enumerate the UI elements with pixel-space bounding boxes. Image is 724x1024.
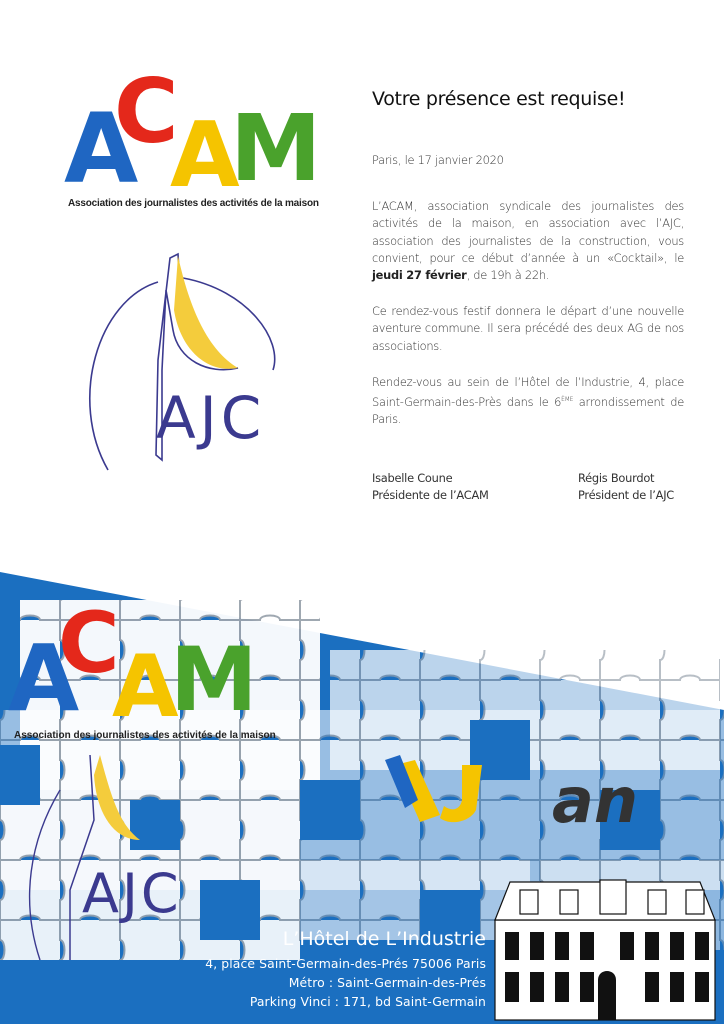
acam-tagline: Association des journalistes des activités de la maison xyxy=(68,198,319,209)
signature-left-role: Présidente de l’ACAM xyxy=(372,488,489,502)
hotel-parking: Parking Vinci : 171, bd Saint-Germain xyxy=(249,994,486,1009)
letter-paragraph-3-end: arrondissement de Paris. xyxy=(372,394,684,427)
arrondissement-suffix: ÈME xyxy=(561,396,574,404)
letter-paragraph-1 xyxy=(372,198,684,284)
event-date-bold: jeudi 27 février xyxy=(372,268,467,283)
acam-letter-c: C xyxy=(114,70,179,163)
letter-paragraph-1-end: , de 19h à 22h. xyxy=(466,268,550,283)
acam-letter-a2: A xyxy=(170,103,240,200)
hotel-name: L’Hôtel de L’Industrie xyxy=(282,928,486,950)
puzzle-ajc-letters: AJC xyxy=(82,862,182,925)
hotel-building-illustration xyxy=(495,880,715,1020)
svg-text:A: A xyxy=(8,625,80,732)
puzzle-acam-tagline: Association des journalistes des activités de la maison xyxy=(14,730,276,741)
signature-right-role: Président de l’AJC xyxy=(578,488,675,502)
acam-logo xyxy=(62,70,342,220)
puzzle-partial-brand: an xyxy=(552,764,638,837)
letter-title: Votre présence est requise! xyxy=(372,88,626,110)
signature-left-name: Isabelle Coune xyxy=(372,471,453,485)
svg-text:C: C xyxy=(58,594,120,692)
signature-right xyxy=(578,470,674,504)
acam-letter-m: M xyxy=(230,95,322,200)
acam-letter-a1: A xyxy=(64,93,139,200)
ajc-logo xyxy=(78,250,318,480)
hotel-info xyxy=(205,928,486,1011)
ajc-letters: AJC xyxy=(156,384,266,452)
letter-paragraph-3-text: Rendez-vous au sein de l’Hôtel de l’Industrie, 4, place Saint-Germain-des-Près dans le 6 xyxy=(372,374,684,409)
ajc-logo-graphic xyxy=(78,250,318,480)
signature-left xyxy=(372,470,489,504)
invitation-letter xyxy=(372,88,684,447)
signature-right-name: Régis Bourdot xyxy=(578,471,655,485)
hotel-address: 4, place Saint-Germain-des-Prés 75006 Paris xyxy=(205,956,486,971)
acam-logo-graphic xyxy=(62,70,342,200)
letter-paragraph-2: Ce rendez-vous festif donnera le départ d’une nouvelle aventure commune. Il sera précédé des deux AG de nos associations. xyxy=(372,304,684,353)
letter-paragraph-3 xyxy=(372,374,684,428)
svg-text:A: A xyxy=(112,637,179,737)
hotel-metro: Métro : Saint-Germain-des-Prés xyxy=(288,975,486,990)
letter-paragraph-1-text: L’ACAM, association syndicale des journalistes des activités de la maison, en association avec l’AJC, association des journalistes de la construction, vous convient, pour ce début d’année à un «Cocktail», le xyxy=(372,199,684,265)
svg-text:M: M xyxy=(170,628,258,731)
ajc-arc-left xyxy=(90,282,158,470)
letter-date: Paris, le 17 janvier 2020 xyxy=(372,153,504,167)
